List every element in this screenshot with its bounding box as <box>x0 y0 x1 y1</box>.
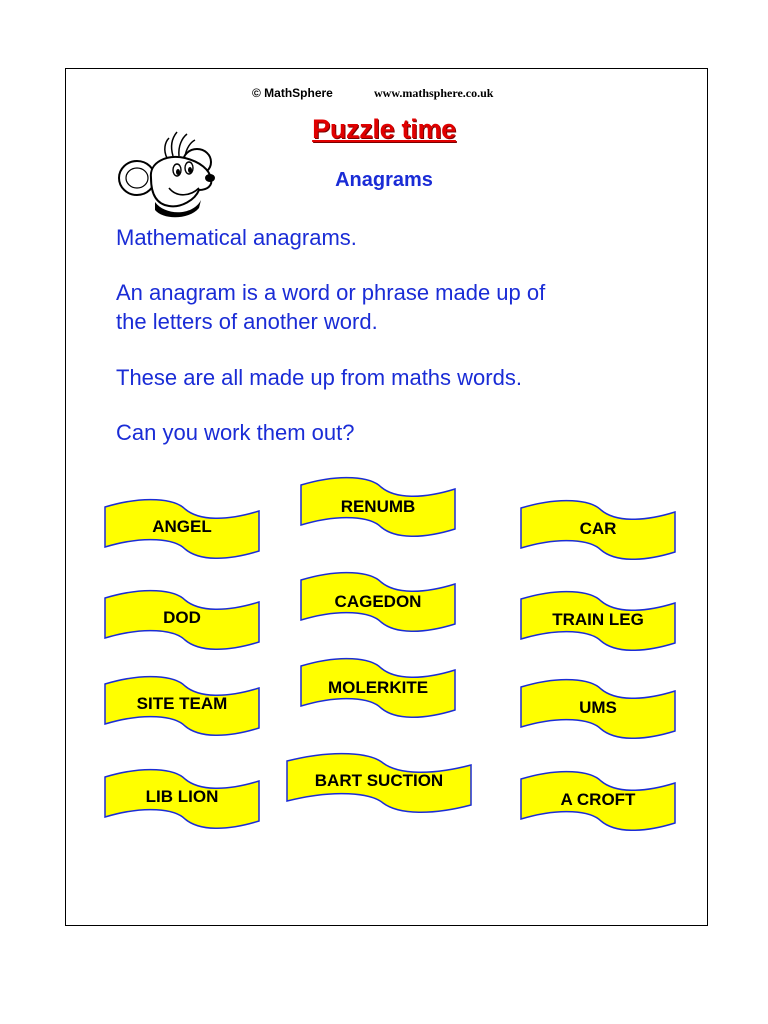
anagram-card-molerkite <box>299 656 457 720</box>
intro-line-1: Mathematical anagrams. <box>116 225 357 250</box>
anagram-label: A CROFT <box>560 790 636 809</box>
anagram-label: UMS <box>579 698 617 717</box>
anagram-label: CAR <box>579 519 617 538</box>
intro-line-5: Can you work them out? <box>116 420 355 445</box>
website-link[interactable]: www.mathsphere.co.uk <box>374 86 494 100</box>
anagram-label: RENUMB <box>340 497 416 516</box>
anagram-label: SITE TEAM <box>136 694 228 713</box>
anagram-label: DOD <box>163 608 201 627</box>
page-title: Puzzle time <box>312 114 456 144</box>
anagram-card-renumb <box>299 475 457 539</box>
anagram-label: TRAIN LEG <box>552 610 644 629</box>
intro-line-3: the letters of another word. <box>116 309 378 334</box>
anagram-card-ums <box>519 677 677 741</box>
anagram-card-bart-suction <box>285 751 473 815</box>
intro-line-4: These are all made up from maths words. <box>116 365 522 390</box>
copyright-text: © MathSphere <box>252 86 333 100</box>
anagram-label: LIB LION <box>145 787 219 806</box>
anagram-label: BART SUCTION <box>314 771 444 790</box>
header <box>0 86 768 102</box>
anagram-card-dod <box>103 588 261 652</box>
anagram-label: ANGEL <box>152 517 212 536</box>
anagram-label: MOLERKITE <box>327 678 429 697</box>
anagram-card-train-leg <box>519 589 677 653</box>
anagram-label: CAGEDON <box>334 592 422 611</box>
anagram-card-site-team <box>103 674 261 738</box>
anagram-card-a-croft <box>519 769 677 833</box>
intro-line-2: An anagram is a word or phrase made up of <box>116 280 546 305</box>
anagram-card-angel <box>103 497 261 561</box>
anagram-card-lib-lion <box>103 767 261 831</box>
anagram-card-cagedon <box>299 570 457 634</box>
page-subtitle: Anagrams <box>335 169 433 191</box>
anagram-card-car <box>519 498 677 562</box>
